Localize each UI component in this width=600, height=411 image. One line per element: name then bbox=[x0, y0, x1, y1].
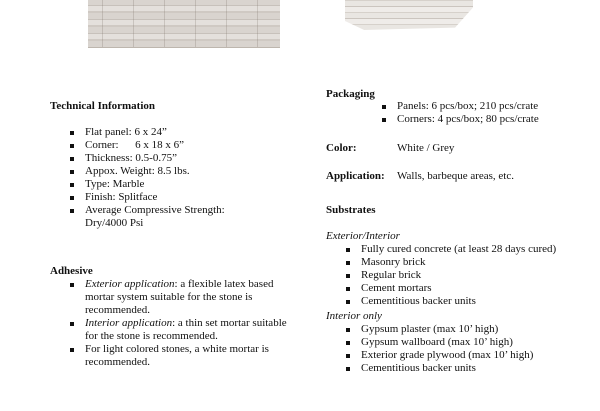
list-item: Cementitious backer units bbox=[342, 295, 592, 308]
list-item: Type: Marble bbox=[66, 178, 266, 191]
application-row bbox=[326, 170, 514, 183]
list-item: Corners: 4 pcs/box; 80 pcs/crate bbox=[378, 113, 588, 126]
packaging-list bbox=[378, 100, 588, 126]
list-item: Exterior grade plywood (max 10’ high) bbox=[342, 349, 592, 362]
list-item: Appox. Weight: 8.5 lbs. bbox=[66, 165, 266, 178]
technical-heading: Technical Information bbox=[50, 100, 156, 112]
packaging-heading: Packaging bbox=[326, 88, 375, 100]
adhesive-list bbox=[66, 278, 298, 369]
stone-corner-photo bbox=[345, 0, 473, 30]
interior-list bbox=[342, 323, 592, 375]
list-item: Interior application: a thin set mortar suitable for the stone is recommended. bbox=[66, 317, 298, 343]
list-item: Cementitious backer units bbox=[342, 362, 592, 375]
list-item: Flat panel: 6 x 24” bbox=[66, 126, 266, 139]
interior-label: Interior only bbox=[326, 310, 382, 322]
list-item: Gypsum wallboard (max 10’ high) bbox=[342, 336, 592, 349]
application-value: Walls, barbeque areas, etc. bbox=[397, 170, 514, 182]
list-item: Finish: Splitface bbox=[66, 191, 266, 204]
list-item: Fully cured concrete (at least 28 days cured) bbox=[342, 243, 592, 256]
application-label: Application: bbox=[326, 170, 385, 182]
stone-panel-photo bbox=[88, 0, 280, 48]
list-item: Exterior application: a flexible latex based mortar system suitable for the stone is recommended. bbox=[66, 278, 298, 317]
list-item: Panels: 6 pcs/box; 210 pcs/crate bbox=[378, 100, 588, 113]
list-item: Regular brick bbox=[342, 269, 592, 282]
color-row bbox=[326, 142, 454, 155]
color-value: White / Grey bbox=[397, 142, 455, 154]
technical-list bbox=[66, 126, 266, 230]
adhesive-heading: Adhesive bbox=[50, 265, 93, 277]
list-item: Gypsum plaster (max 10’ high) bbox=[342, 323, 592, 336]
list-item: Average Compressive Strength: Dry/4000 Psi bbox=[66, 204, 245, 230]
exterior-label: Exterior/Interior bbox=[326, 230, 400, 242]
substrates-heading: Substrates bbox=[326, 204, 376, 216]
list-item: Masonry brick bbox=[342, 256, 592, 269]
color-label: Color: bbox=[326, 142, 357, 154]
list-item: Cement mortars bbox=[342, 282, 592, 295]
list-item: Thickness: 0.5-0.75” bbox=[66, 152, 266, 165]
list-item: Corner: 6 x 18 x 6” bbox=[66, 139, 266, 152]
exterior-list bbox=[342, 243, 592, 308]
list-item: For light colored stones, a white mortar is recommended. bbox=[66, 343, 298, 369]
